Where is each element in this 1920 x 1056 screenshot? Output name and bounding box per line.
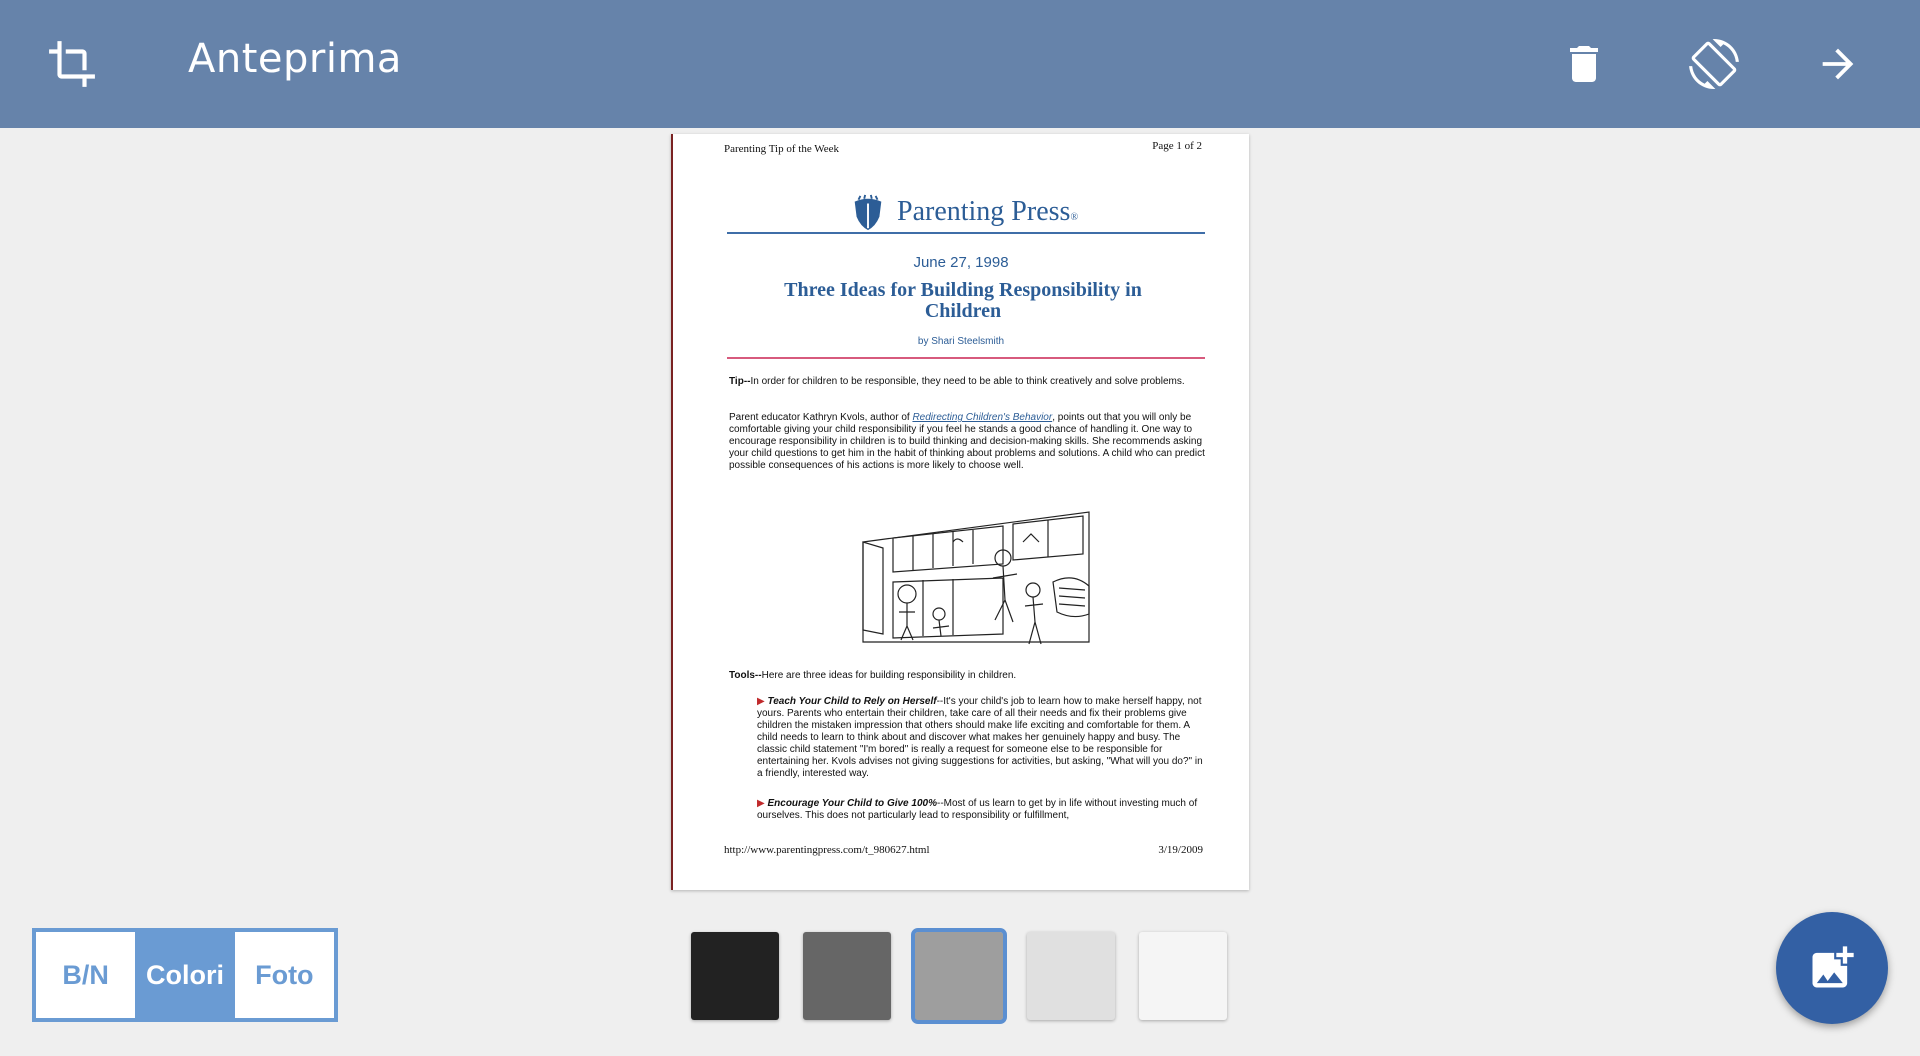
add-image-icon — [1806, 942, 1858, 994]
delete-button[interactable] — [1544, 24, 1624, 104]
swatch-white[interactable] — [1139, 932, 1227, 1020]
doc-tools-text: Here are three ideas for building responsibility in children. — [761, 670, 1017, 681]
mode-bw-button[interactable]: B/N — [36, 932, 135, 1018]
doc-headline: Three Ideas for Building Responsibility in Children — [784, 279, 1142, 322]
doc-item-text: --It's your child's job to learn how to make herself happy, not yours. Parents who entertain their children, take care of all their needs and fix their problems give children the mistaken impression that others should make life exciting and comfortable for them. A child needs to learn to think about and discover what makes her genuinely happy and busy. The classic child statement "I'm bored" is really a request for someone else to be responsible for entertaining her. Kvols advises not giving suggestions for activities, but asking, "What will you do?" in a friendly, interested way. — [757, 696, 1203, 779]
page-title: Anteprima — [188, 36, 402, 82]
delete-icon — [1560, 40, 1608, 88]
parenting-press-logo-icon — [849, 194, 887, 232]
doc-header-right: Page 1 of 2 — [1152, 140, 1202, 152]
swatch-black[interactable] — [691, 932, 779, 1020]
doc-byline: by Shari Steelsmith — [917, 336, 1005, 347]
doc-tip-text: In order for children to be responsible, they need to be able to think creatively and solve problems. — [750, 376, 1185, 387]
doc-brand — [897, 196, 1078, 228]
doc-brand-name: Parenting Press — [897, 196, 1071, 227]
document-preview — [671, 134, 1249, 890]
doc-book-link: Redirecting Children's Behavior — [912, 412, 1053, 423]
color-mode-selector — [32, 928, 338, 1022]
mode-photo-button[interactable]: Foto — [235, 932, 334, 1018]
doc-tip — [729, 376, 1205, 388]
doc-item-lead: Teach Your Child to Rely on Herself — [767, 696, 937, 707]
next-arrow-icon — [1815, 41, 1861, 87]
swatch-dark-gray[interactable] — [803, 932, 891, 1020]
bullet-arrow-icon: ▶ — [757, 696, 765, 707]
crop-button[interactable] — [32, 24, 112, 104]
doc-body-prefix: Parent educator Kathryn Kvols, author of — [729, 412, 913, 423]
doc-tools — [729, 670, 1205, 682]
rotate-button[interactable] — [1674, 24, 1754, 104]
doc-item-lead: Encourage Your Child to Give 100% — [767, 798, 937, 809]
doc-item-text: --Most of us learn to get by in life without investing much of ourselves. This does not particularly lead to responsibility or fulfillment, — [757, 798, 1198, 821]
doc-divider-blue — [727, 232, 1205, 234]
doc-footer-url: http://www.parentingpress.com/t_980627.html — [724, 844, 930, 856]
add-image-button[interactable] — [1776, 912, 1888, 1024]
doc-footer-date: 3/19/2009 — [1158, 844, 1203, 856]
doc-list-item — [757, 696, 1205, 780]
app-bar — [0, 0, 1920, 128]
swatch-gray[interactable] — [915, 932, 1003, 1020]
kitchen-illustration — [853, 502, 1099, 654]
mode-color-button[interactable]: Colori — [135, 932, 234, 1018]
doc-list-item — [757, 798, 1205, 822]
doc-header-left: Parenting Tip of the Week — [724, 143, 840, 155]
doc-tools-label: Tools-- — [729, 670, 762, 681]
doc-tip-label: Tip-- — [729, 376, 751, 387]
doc-body-paragraph — [729, 412, 1205, 472]
crop-icon — [47, 39, 97, 89]
rotate-icon — [1689, 39, 1739, 89]
doc-brand-mark: ® — [1070, 212, 1079, 223]
next-button[interactable] — [1798, 24, 1878, 104]
doc-divider-pink — [727, 357, 1205, 359]
swatch-light-gray[interactable] — [1027, 932, 1115, 1020]
doc-date: June 27, 1998 — [913, 254, 1009, 271]
bullet-arrow-icon: ▶ — [757, 798, 765, 809]
doc-body-suffix: , points out that you will only be comfortable giving your child responsibility if you feel he stands a good chance of handling it. One way to encourage responsibility in children is to build thinking and decision-making skills. She recommends asking your child questions to get him in the habit of thinking about problems and solutions. A child who can predict possible consequences of his actions is more likely to choose well. — [729, 412, 1205, 471]
